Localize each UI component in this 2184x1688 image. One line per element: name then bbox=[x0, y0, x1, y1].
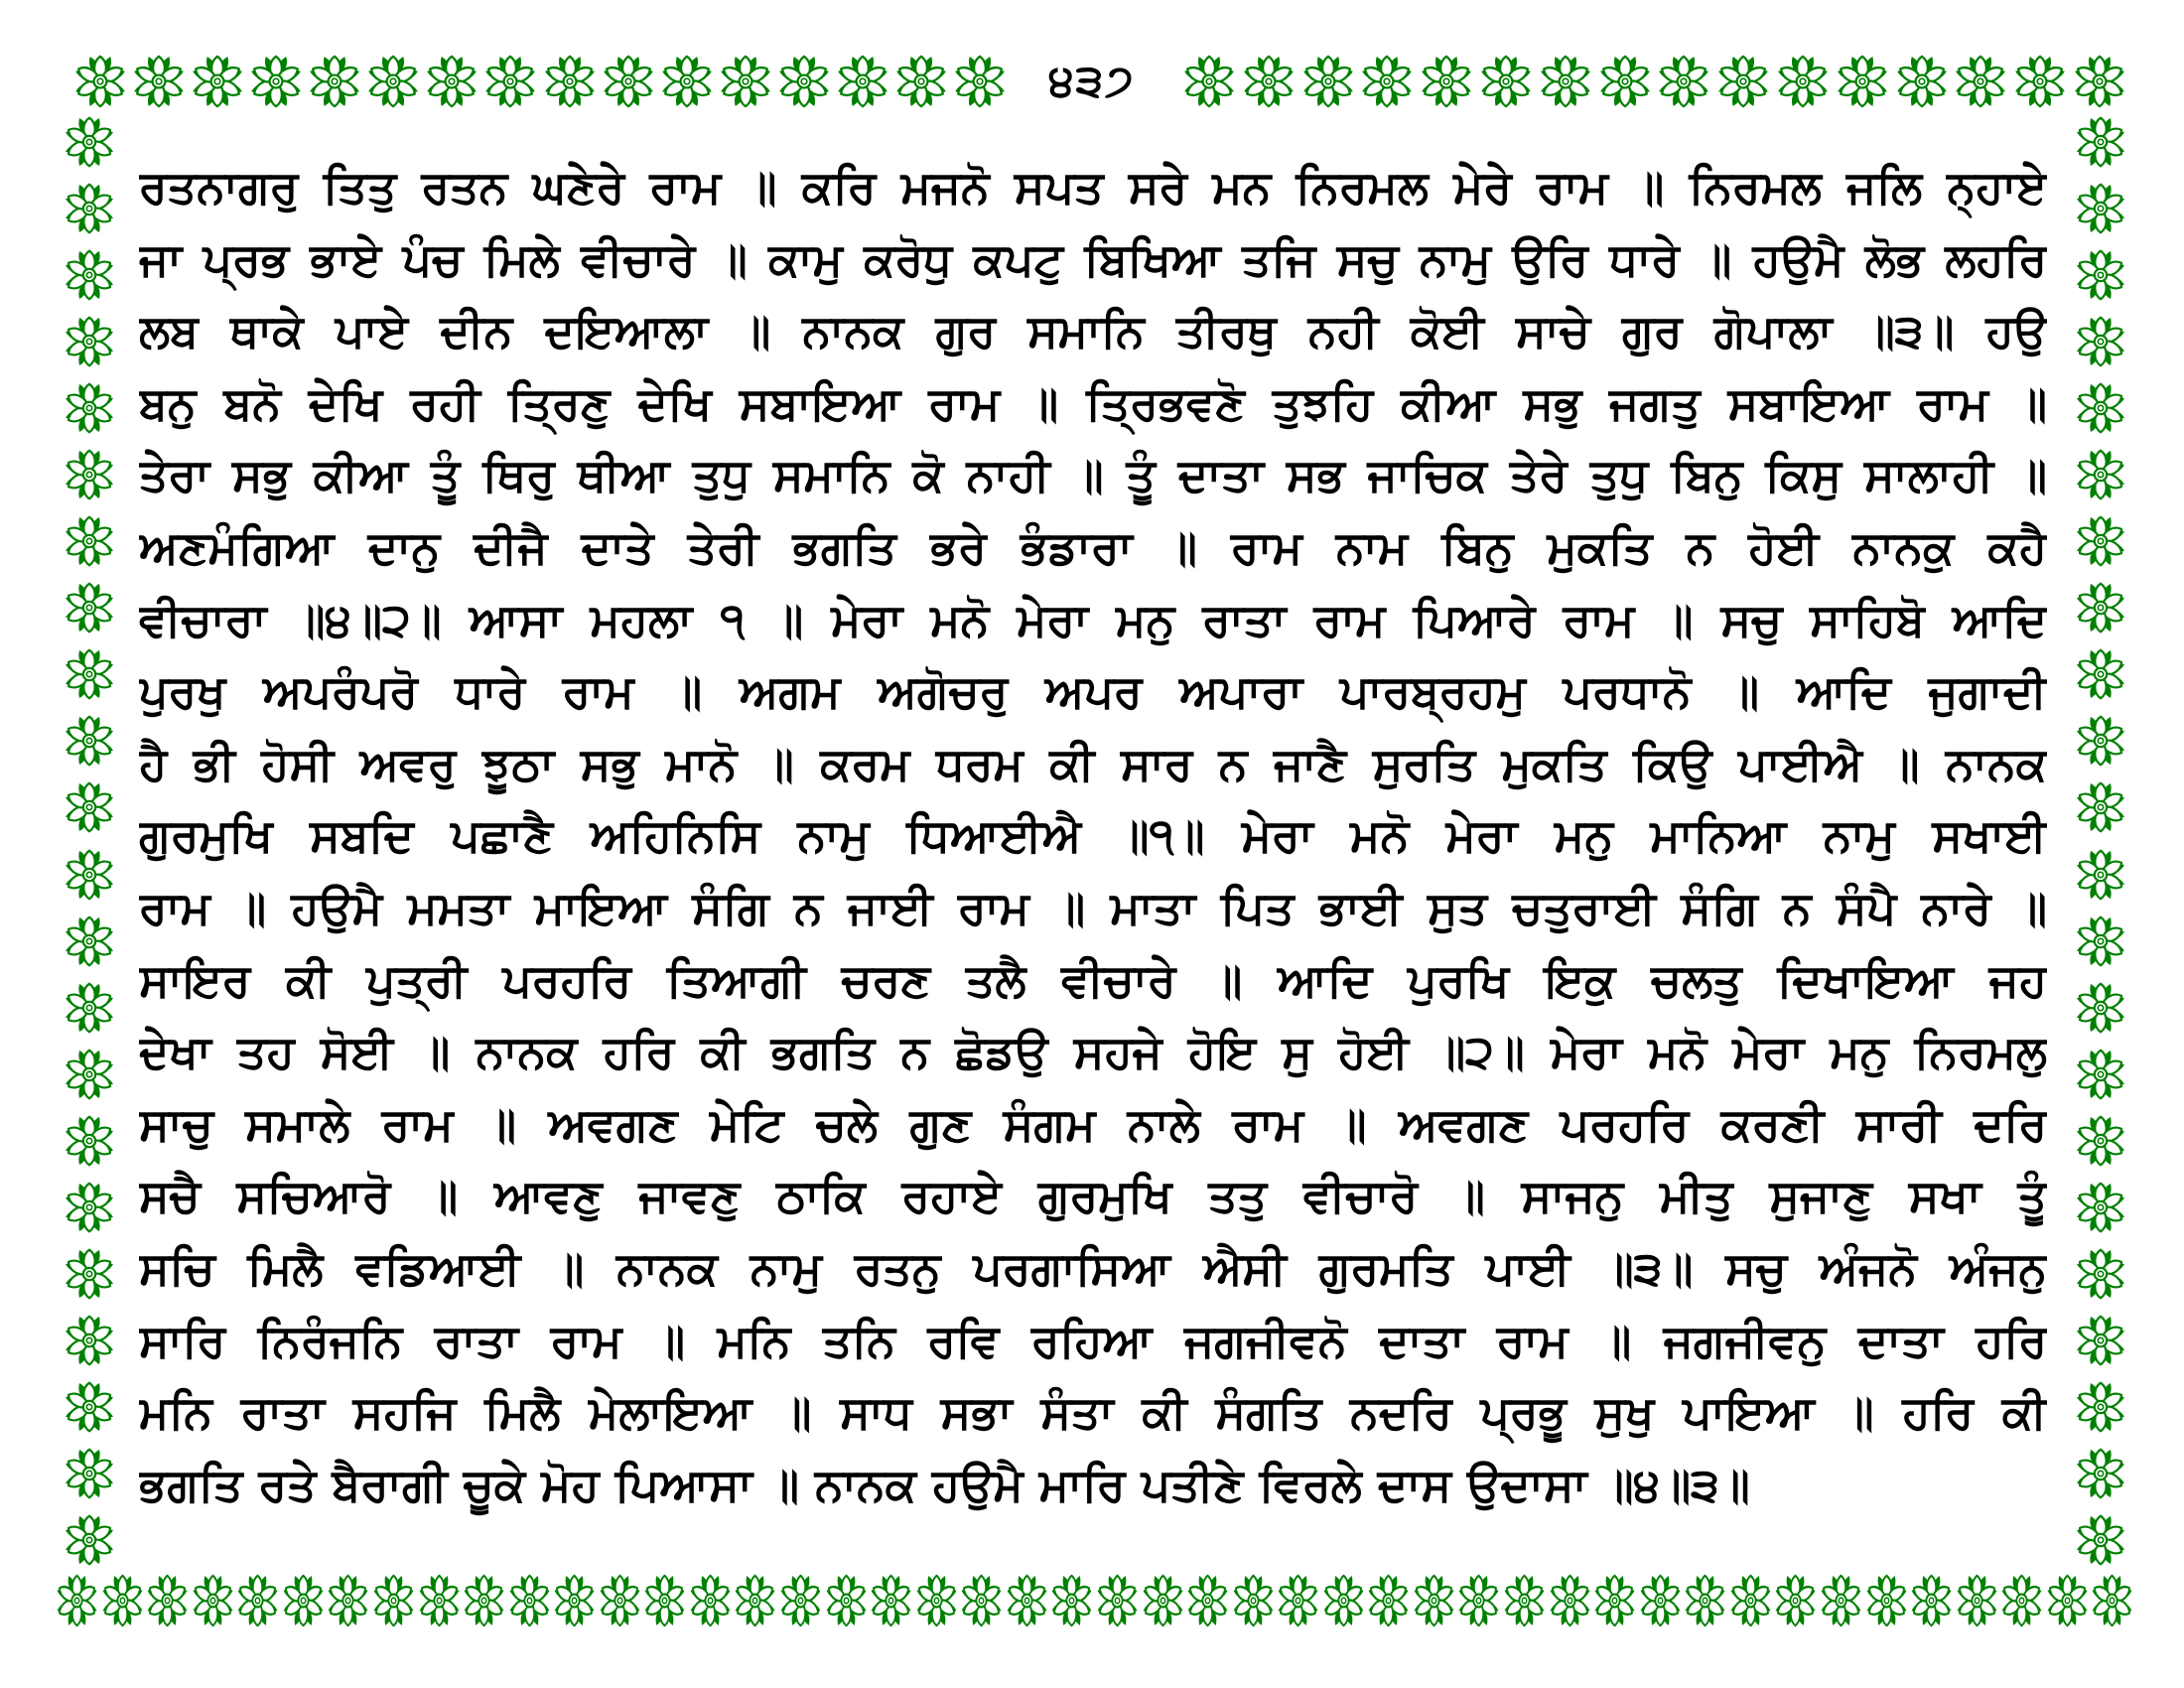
flower-icon bbox=[235, 1573, 280, 1628]
flower-icon bbox=[1231, 1573, 1276, 1628]
flower-icon bbox=[1819, 1573, 1863, 1628]
flower-icon bbox=[835, 54, 890, 109]
flower-icon bbox=[63, 448, 116, 501]
flower-icon bbox=[1456, 1573, 1501, 1628]
flower-icon bbox=[1300, 54, 1356, 109]
flower-icon bbox=[659, 54, 715, 109]
flower-icon bbox=[63, 981, 116, 1035]
flower-icon bbox=[1478, 54, 1534, 109]
text-line: ਤੇਰਾ ਸਭੁ ਕੀਆ ਤੂੰ ਥਿਰੁ ਥੀਆ ਤੁਧੁ ਸਮਾਨਿ ਕੋ ਨਾਹੀ ॥ ਤੂੰ ਦਾਤਾ ਸਭ ਜਾਚਿਕ ਤੇਰੇ ਤੁਧੁ ਬਿਨੁ ਕਿਸੁ ਸਾਲਾਹੀ ॥ bbox=[139, 448, 2047, 502]
flower-icon bbox=[63, 381, 116, 435]
flower-icon bbox=[778, 1573, 823, 1628]
flower-icon bbox=[424, 54, 479, 109]
text-line: ਜਾ ਪ੍ਰਭ ਭਾਏ ਪੰਚ ਮਿਲੇ ਵੀਚਾਰੇ ॥ ਕਾਮੁ ਕਰੋਧੁ ਕਪਟੁ ਬਿਖਿਆ ਤਜਿ ਸਚੁ ਨਾਮੁ ਉਰਿ ਧਾਰੇ ॥ ਹਉਮੈ ਲੋਭ ਲਹਰਿ bbox=[139, 231, 2047, 286]
flower-icon bbox=[2074, 780, 2127, 834]
flower-icon bbox=[2012, 54, 2068, 109]
flower-icon bbox=[2074, 914, 2127, 968]
text-line: ਸਚੈ ਸਚਿਆਰੋ ॥ ਆਵਣੁ ਜਾਵਣੁ ਠਾਕਿ ਰਹਾਏ ਗੁਰਮੁਖਿ ਤਤੁ ਵੀਚਾਰੋ ॥ ਸਾਜਨੁ ਮੀਤੁ ਸੁਜਾਣੁ ਸਖਾ ਤੂੰ bbox=[139, 1169, 2047, 1223]
flower-icon bbox=[824, 1573, 869, 1628]
flower-icon bbox=[1321, 1573, 1366, 1628]
flower-icon bbox=[131, 54, 187, 109]
flower-icon bbox=[1773, 1573, 1818, 1628]
flower-icon bbox=[190, 54, 245, 109]
text-line: ਦੇਖਾ ਤਹ ਸੋਈ ॥ ਨਾਨਕ ਹਰਿ ਕੀ ਭਗਤਿ ਨ ਛੋਡਉ ਸਹਜੇ ਹੋਇ ਸੁ ਹੋਈ ॥੨॥ ਮੇਰਾ ਮਨੋ ਮੇਰਾ ਮਨੁ ਨਿਰਮਲੁ bbox=[139, 1025, 2047, 1079]
flower-icon bbox=[2045, 1573, 2090, 1628]
flower-icon bbox=[1276, 1573, 1320, 1628]
flower-icon bbox=[72, 54, 128, 109]
flower-icon bbox=[2074, 115, 2127, 169]
flower-icon bbox=[1049, 1573, 1094, 1628]
text-line: ਗੁਰਮੁਖਿ ਸਬਦਿ ਪਛਾਣੈ ਅਹਿਨਿਸਿ ਨਾਮੁ ਧਿਆਈਐ ॥੧॥ ਮੇਰਾ ਮਨੋ ਮੇਰਾ ਮਨੁ ਮਾਨਿਆ ਨਾਮੁ ਸਖਾਈ bbox=[139, 808, 2047, 863]
text-line: ਸਾਰਿ ਨਿਰੰਜਨਿ ਰਾਤਾ ਰਾਮ ॥ ਮਨਿ ਤਨਿ ਰਵਿ ਰਹਿਆ ਜਗਜੀਵਨੋ ਦਾਤਾ ਰਾਮ ॥ ਜਗਜੀਵਨੁ ਦਾਤਾ ਹਰਿ bbox=[139, 1313, 2047, 1367]
flower-icon bbox=[733, 1573, 777, 1628]
flower-icon bbox=[2074, 714, 2127, 768]
flower-icon bbox=[63, 581, 116, 634]
flower-icon bbox=[1715, 54, 1771, 109]
flower-icon bbox=[601, 54, 656, 109]
flower-icon bbox=[63, 714, 116, 768]
border-top-left bbox=[72, 54, 1008, 109]
flower-icon bbox=[1412, 1573, 1456, 1628]
flower-icon bbox=[55, 1573, 99, 1628]
text-line: ਸਾਚੁ ਸਮਾਲੇ ਰਾਮ ॥ ਅਵਗਣ ਮੇਟਿ ਚਲੇ ਗੁਣ ਸੰਗਮ ਨਾਲੇ ਰਾਮ ॥ ਅਵਗਣ ਪਰਹਰਿ ਕਰਣੀ ਸਾਰੀ ਦਰਿ bbox=[139, 1096, 2047, 1151]
flower-icon bbox=[1683, 1573, 1727, 1628]
page-number: ੪੩੭ bbox=[1048, 56, 1136, 106]
scripture-text bbox=[139, 151, 2047, 1520]
flower-icon bbox=[2074, 1314, 2127, 1367]
flower-icon bbox=[1005, 1573, 1049, 1628]
flower-icon bbox=[869, 1573, 913, 1628]
flower-icon bbox=[1241, 54, 1297, 109]
flower-icon bbox=[1894, 54, 1950, 109]
text-line: ਪੁਰਖੁ ਅਪਰੰਪਰੋ ਧਾਰੇ ਰਾਮ ॥ ਅਗਮ ਅਗੋਚਰੁ ਅਪਰ ਅਪਾਰਾ ਪਾਰਬ੍ਰਹਮੁ ਪਰਧਾਨੋ ॥ ਆਦਿ ਜੁਗਾਦੀ bbox=[139, 664, 2047, 719]
flower-icon bbox=[2074, 581, 2127, 634]
flower-icon bbox=[2074, 1380, 2127, 1434]
text-line: ਅਣਮੰਗਿਆ ਦਾਨੁ ਦੀਜੈ ਦਾਤੇ ਤੇਰੀ ਭਗਤਿ ਭਰੇ ਭੰਡਾਰਾ ॥ ਰਾਮ ਨਾਮ ਬਿਨੁ ਮੁਕਤਿ ਨ ਹੋਈ ਨਾਨਕੁ ਕਹੈ bbox=[139, 519, 2047, 574]
flower-icon bbox=[1141, 1573, 1185, 1628]
flower-icon bbox=[63, 1048, 116, 1101]
flower-icon bbox=[63, 182, 116, 235]
text-line: ਭਗਤਿ ਰਤੇ ਬੈਰਾਗੀ ਚੂਕੇ ਮੋਹ ਪਿਆਸਾ ॥ ਨਾਨਕ ਹਉਮੈ ਮਾਰਿ ਪਤੀਣੇ ਵਿਰਲੇ ਦਾਸ ਉਦਾਸਾ ॥੪॥੩॥ bbox=[139, 1457, 1750, 1511]
flower-icon bbox=[776, 54, 832, 109]
text-line: ਸਚਿ ਮਿਲੈ ਵਡਿਆਈ ॥ ਨਾਨਕ ਨਾਮੁ ਰਤਨੁ ਪਰਗਾਸਿਆ ਐਸੀ ਗੁਰਮਤਿ ਪਾਈ ॥੩॥ ਸਚੁ ਅੰਜਨੋ ਅੰਜਨੁ bbox=[139, 1240, 2047, 1295]
flower-icon bbox=[371, 1573, 416, 1628]
flower-icon bbox=[2090, 1573, 2134, 1628]
flower-icon bbox=[2074, 248, 2127, 302]
flower-icon bbox=[1548, 1573, 1592, 1628]
flower-icon bbox=[1728, 1573, 1773, 1628]
flower-icon bbox=[63, 914, 116, 968]
flower-icon bbox=[1656, 54, 1711, 109]
flower-icon bbox=[326, 1573, 370, 1628]
flower-icon bbox=[2074, 1447, 2127, 1500]
flower-icon bbox=[2074, 1048, 2127, 1101]
flower-icon bbox=[552, 1573, 597, 1628]
flower-icon bbox=[598, 1573, 642, 1628]
flower-icon bbox=[2074, 1114, 2127, 1168]
border-bottom bbox=[55, 1572, 2135, 1629]
flower-icon bbox=[1095, 1573, 1140, 1628]
flower-icon bbox=[145, 1573, 190, 1628]
text-line: ਸਾਇਰ ਕੀ ਪੁਤ੍ਰੀ ਪਰਹਰਿ ਤਿਆਗੀ ਚਰਣ ਤਲੈ ਵੀਚਾਰੇ ॥ ਆਦਿ ਪੁਰਖਿ ਇਕੁ ਚਲਤੁ ਦਿਖਾਇਆ ਜਹ bbox=[139, 952, 2047, 1007]
flower-icon bbox=[2074, 514, 2127, 568]
flower-icon bbox=[63, 1247, 116, 1301]
text-line: ਵੀਚਾਰਾ ॥੪॥੨॥ ਆਸਾ ਮਹਲਾ ੧ ॥ ਮੇਰਾ ਮਨੋ ਮੇਰਾ ਮਨੁ ਰਾਤਾ ਰਾਮ ਪਿਆਰੇ ਰਾਮ ॥ ਸਚੁ ਸਾਹਿਬੋ ਆਦਿ bbox=[139, 592, 2047, 646]
flower-icon bbox=[248, 54, 304, 109]
flower-icon bbox=[959, 1573, 1004, 1628]
flower-icon bbox=[63, 1447, 116, 1500]
flower-icon bbox=[1185, 1573, 1230, 1628]
flower-icon bbox=[2074, 381, 2127, 435]
flower-icon bbox=[542, 54, 598, 109]
flower-icon bbox=[63, 248, 116, 302]
flower-icon bbox=[191, 1573, 235, 1628]
flower-icon bbox=[281, 1573, 326, 1628]
flower-icon bbox=[482, 54, 538, 109]
flower-icon bbox=[63, 780, 116, 834]
flower-icon bbox=[2074, 1181, 2127, 1234]
flower-icon bbox=[893, 54, 949, 109]
flower-icon bbox=[642, 1573, 687, 1628]
flower-icon bbox=[2074, 647, 2127, 701]
flower-icon bbox=[2074, 315, 2127, 368]
border-right bbox=[2073, 115, 2128, 1567]
flower-icon bbox=[1366, 1573, 1411, 1628]
flower-icon bbox=[63, 315, 116, 368]
flower-icon bbox=[507, 1573, 552, 1628]
flower-icon bbox=[63, 1114, 116, 1168]
text-line: ਰਤਨਾਗਰੁ ਤਿਤੁ ਰਤਨ ਘਣੇਰੇ ਰਾਮ ॥ ਕਰਿ ਮਜਨੋ ਸਪਤ ਸਰੇ ਮਨ ਨਿਰਮਲ ਮੇਰੇ ਰਾਮ ॥ ਨਿਰਮਲ ਜਲਿ ਨ੍ਹਾਏ bbox=[139, 160, 2047, 213]
flower-icon bbox=[63, 647, 116, 701]
flower-icon bbox=[100, 1573, 145, 1628]
flower-icon bbox=[718, 54, 773, 109]
flower-icon bbox=[1999, 1573, 2044, 1628]
flower-icon bbox=[1597, 54, 1653, 109]
flower-icon bbox=[365, 54, 421, 109]
flower-icon bbox=[1909, 1573, 1954, 1628]
flower-icon bbox=[2072, 54, 2127, 109]
flower-icon bbox=[2074, 848, 2127, 902]
border-top-right bbox=[1181, 54, 2127, 109]
flower-icon bbox=[1775, 54, 1831, 109]
text-line: ਬਨੁ ਬਨੋ ਦੇਖਿ ਰਹੀ ਤ੍ਰਿਣੁ ਦੇਖਿ ਸਬਾਇਆ ਰਾਮ ॥ ਤ੍ਰਿਭਵਣੋ ਤੁਝਹਿ ਕੀਆ ਸਭੁ ਜਗਤੁ ਸਬਾਇਆ ਰਾਮ ॥ bbox=[139, 375, 2047, 430]
text-line: ਹੈ ਭੀ ਹੋਸੀ ਅਵਰੁ ਝੂਠਾ ਸਭੁ ਮਾਨੋ ॥ ਕਰਮ ਧਰਮ ਕੀ ਸਾਰ ਨ ਜਾਣੈ ਸੁਰਤਿ ਮੁਕਤਿ ਕਿਉ ਪਾਈਐ ॥ ਨਾਨਕ bbox=[139, 736, 2047, 790]
flower-icon bbox=[63, 115, 116, 169]
flower-icon bbox=[2074, 981, 2127, 1035]
flower-icon bbox=[1592, 1573, 1637, 1628]
flower-icon bbox=[2074, 182, 2127, 235]
text-line: ਮਨਿ ਰਾਤਾ ਸਹਜਿ ਮਿਲੈ ਮੇਲਾਇਆ ॥ ਸਾਧ ਸਭਾ ਸੰਤਾ ਕੀ ਸੰਗਤਿ ਨਦਰਿ ਪ੍ਰਭੂ ਸੁਖੁ ਪਾਇਆ ॥ ਹਰਿ ਕੀ bbox=[139, 1385, 2047, 1440]
flower-icon bbox=[63, 1513, 116, 1567]
flower-icon bbox=[462, 1573, 506, 1628]
flower-icon bbox=[63, 514, 116, 568]
flower-icon bbox=[417, 1573, 462, 1628]
flower-icon bbox=[1359, 54, 1415, 109]
flower-icon bbox=[2074, 448, 2127, 501]
flower-icon bbox=[1419, 54, 1474, 109]
text-line: ਲਬ ਥਾਕੇ ਪਾਏ ਦੀਨ ਦਇਆਲਾ ॥ ਨਾਨਕ ਗੁਰ ਸਮਾਨਿ ਤੀਰਥੁ ਨਹੀ ਕੋਈ ਸਾਚੇ ਗੁਰ ਗੋਪਾਲਾ ॥੩॥ ਹਉ bbox=[139, 304, 2047, 358]
flower-icon bbox=[914, 1573, 959, 1628]
border-left bbox=[62, 115, 117, 1567]
flower-icon bbox=[1864, 1573, 1909, 1628]
flower-icon bbox=[1835, 54, 1890, 109]
flower-icon bbox=[1502, 1573, 1547, 1628]
text-line: ਰਾਮ ॥ ਹਉਮੈ ਮਮਤਾ ਮਾਇਆ ਸੰਗਿ ਨ ਜਾਈ ਰਾਮ ॥ ਮਾਤਾ ਪਿਤ ਭਾਈ ਸੁਤ ਚਤੁਰਾਈ ਸੰਗਿ ਨ ਸੰਪੈ ਨਾਰੇ ॥ bbox=[139, 880, 2047, 934]
flower-icon bbox=[1955, 1573, 1999, 1628]
flower-icon bbox=[63, 1314, 116, 1367]
flower-icon bbox=[63, 848, 116, 902]
flower-icon bbox=[1538, 54, 1593, 109]
flower-icon bbox=[307, 54, 362, 109]
flower-icon bbox=[688, 1573, 733, 1628]
flower-icon bbox=[1638, 1573, 1683, 1628]
flower-icon bbox=[2074, 1513, 2127, 1567]
flower-icon bbox=[2074, 1247, 2127, 1301]
flower-icon bbox=[63, 1380, 116, 1434]
flower-icon bbox=[1953, 54, 2008, 109]
flower-icon bbox=[63, 1181, 116, 1234]
